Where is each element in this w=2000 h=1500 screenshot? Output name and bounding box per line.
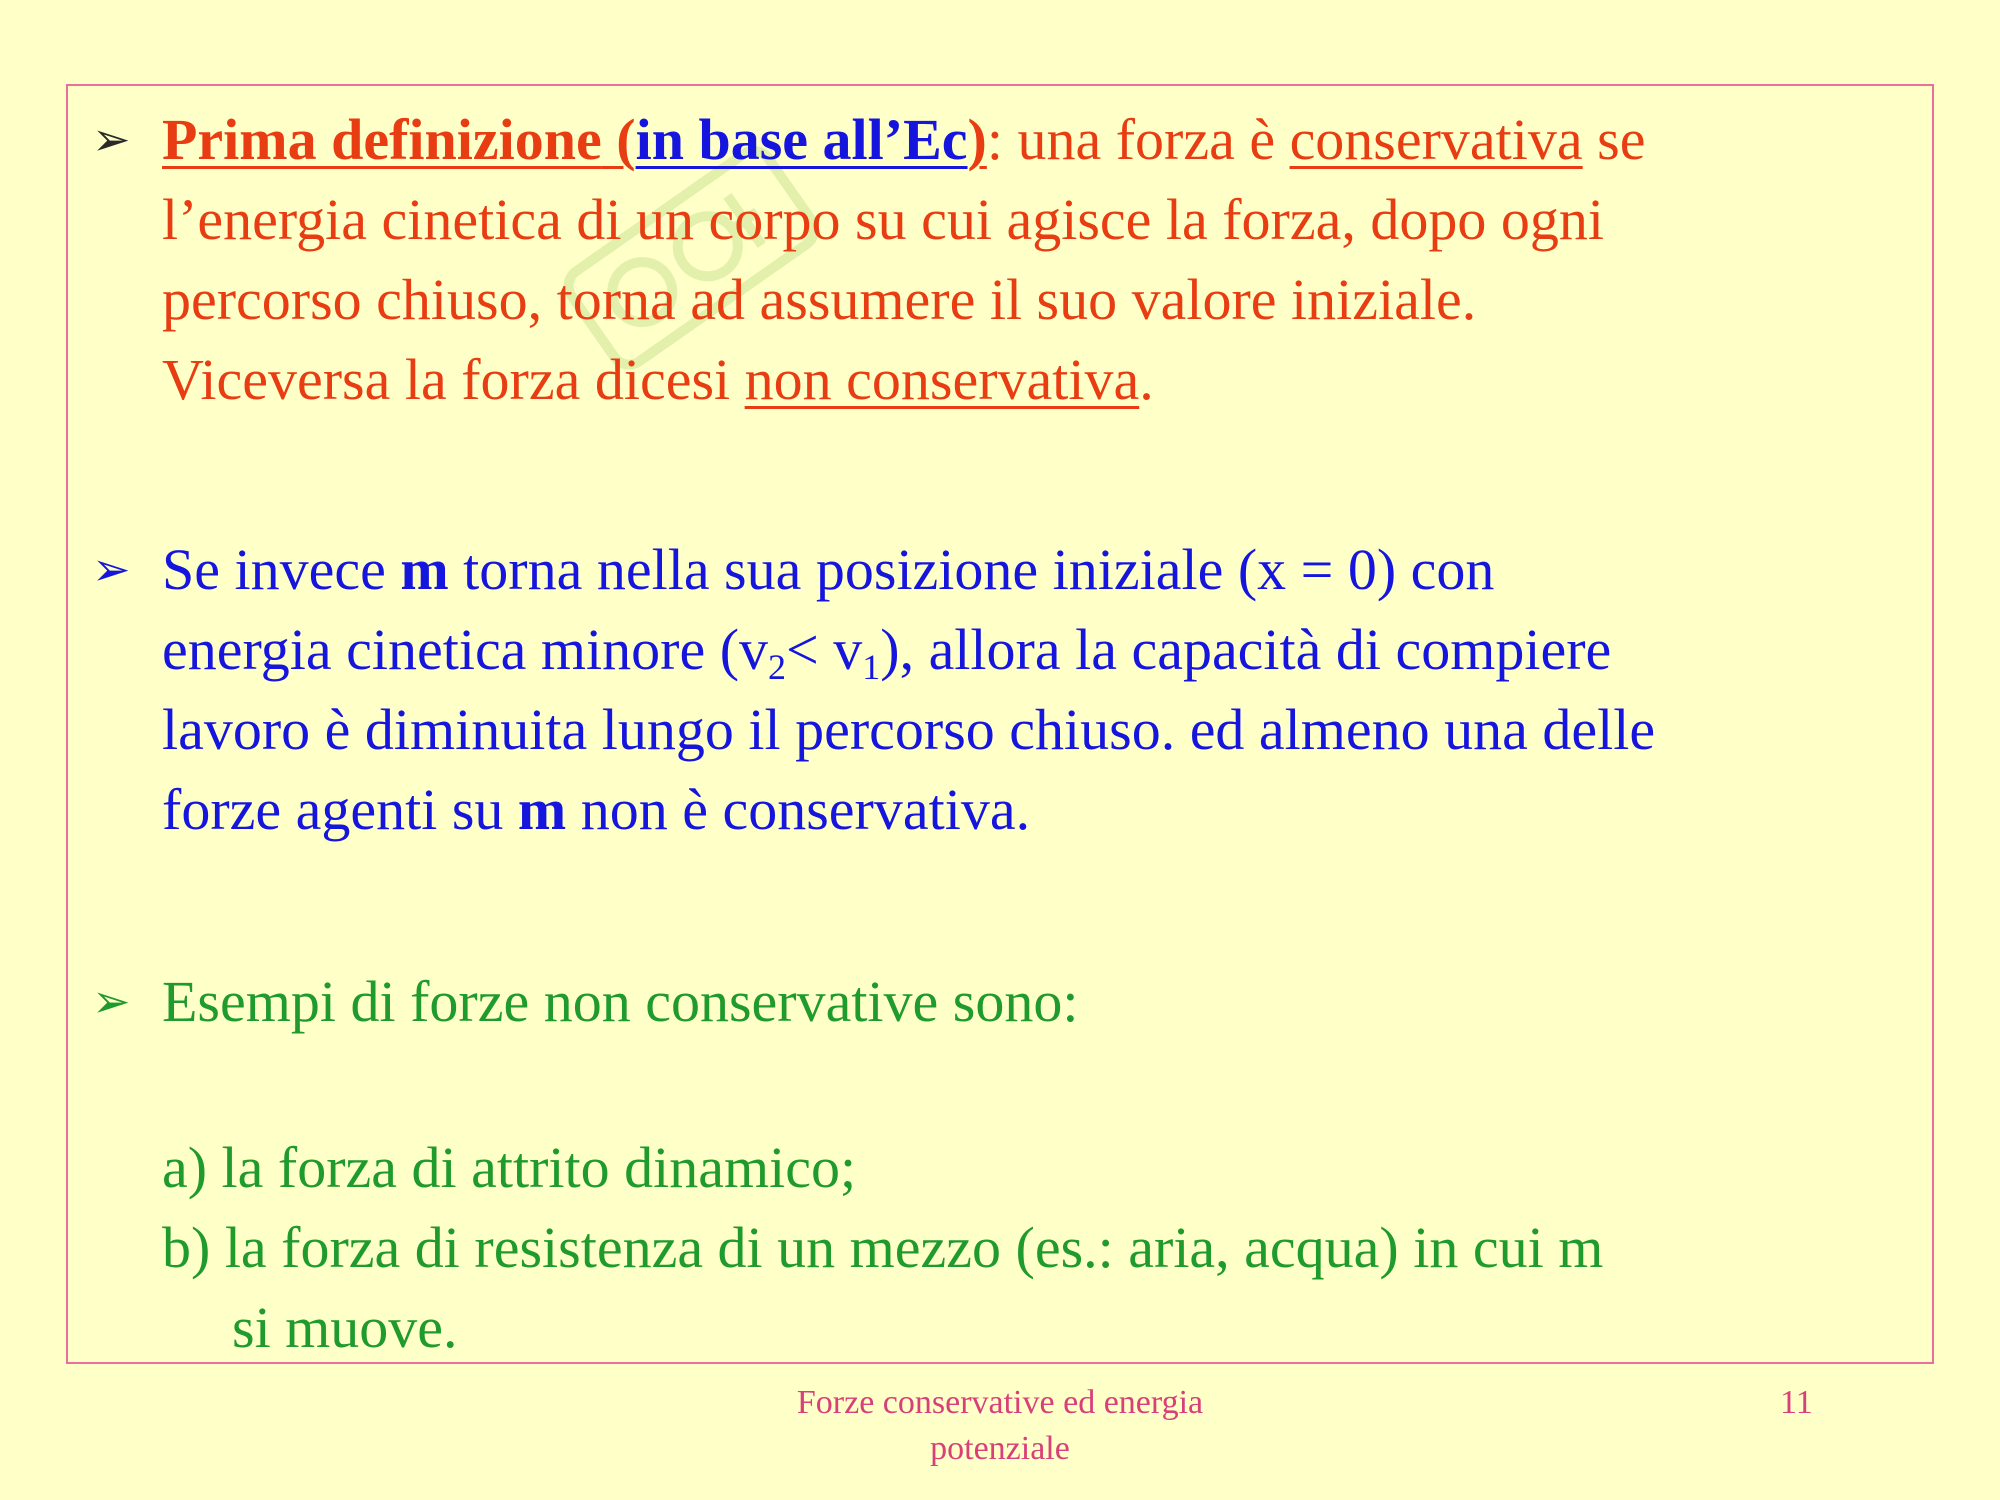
- subscript-2: 2: [768, 647, 787, 687]
- list-item-b: b) la forza di resistenza di un mezzo (es.: aria, acqua) in cui m: [162, 1215, 1604, 1280]
- term-conservativa: conservativa: [1289, 107, 1583, 172]
- p2-text-h: non è conservativa.: [566, 777, 1031, 842]
- p1-line-4a: Viceversa la forza dicesi: [162, 347, 745, 412]
- p1-line-4: [162, 340, 1882, 420]
- p1-text-1: : una forza è: [986, 107, 1290, 172]
- p2-line-1: [162, 530, 1882, 610]
- page-number: 11: [1780, 1384, 1813, 1421]
- paragraph-se-invece: [162, 530, 1882, 850]
- p2-line-3: lavoro è diminuita lungo il percorso chiuso. ed almeno una delle: [162, 697, 1656, 762]
- p2-text-g: forze agenti su: [162, 777, 518, 842]
- p2-line-2: [162, 610, 1882, 690]
- p1-text-2: se: [1582, 107, 1646, 172]
- p2-text-d: < v: [786, 617, 863, 682]
- examples-list: [162, 1128, 1882, 1368]
- list-item-b-continued: si muove.: [232, 1295, 458, 1360]
- mass-m: m: [517, 777, 567, 842]
- close-paren: ): [967, 107, 987, 172]
- mass-m: m: [400, 537, 449, 602]
- p2-line-4: [162, 770, 1882, 850]
- p2-text-c: energia cinetica minore (v: [162, 617, 769, 682]
- p1-line-1: [162, 100, 1882, 180]
- subscript-1: 1: [862, 647, 881, 687]
- bullet-3: ➢: [92, 976, 131, 1027]
- p1-line-4b: .: [1139, 347, 1154, 412]
- term-in-base-ec: in base all’Ec: [635, 107, 968, 172]
- slide-footer-title: [740, 1380, 1260, 1472]
- p2-text-b: torna nella sua posizione iniziale (x = 0) con: [448, 537, 1495, 602]
- open-paren: (: [601, 107, 636, 172]
- p2-text-e: ), allora la capacità di compiere: [880, 617, 1612, 682]
- list-item-a: a) la forza di attrito dinamico;: [162, 1135, 857, 1200]
- paragraph-esempi-heading: Esempi di forze non conservative sono:: [162, 969, 1079, 1034]
- p1-line-3: percorso chiuso, torna ad assumere il suo valore iniziale.: [162, 267, 1477, 332]
- footer-title-line-2: potenziale: [930, 1430, 1070, 1467]
- bullet-2: ➢: [92, 544, 131, 595]
- term-non-conservativa: non conservativa: [744, 347, 1140, 412]
- paragraph-first-definition: [162, 100, 1882, 420]
- p1-line-2: l’energia cinetica di un corpo su cui agisce la forza, dopo ogni: [162, 187, 1604, 252]
- bullet-1: ➢: [92, 114, 131, 165]
- term-prima-definizione: Prima definizione: [162, 107, 602, 172]
- p2-text-a: Se invece: [162, 537, 401, 602]
- footer-title-line-1: Forze conservative ed energia: [796, 1384, 1204, 1421]
